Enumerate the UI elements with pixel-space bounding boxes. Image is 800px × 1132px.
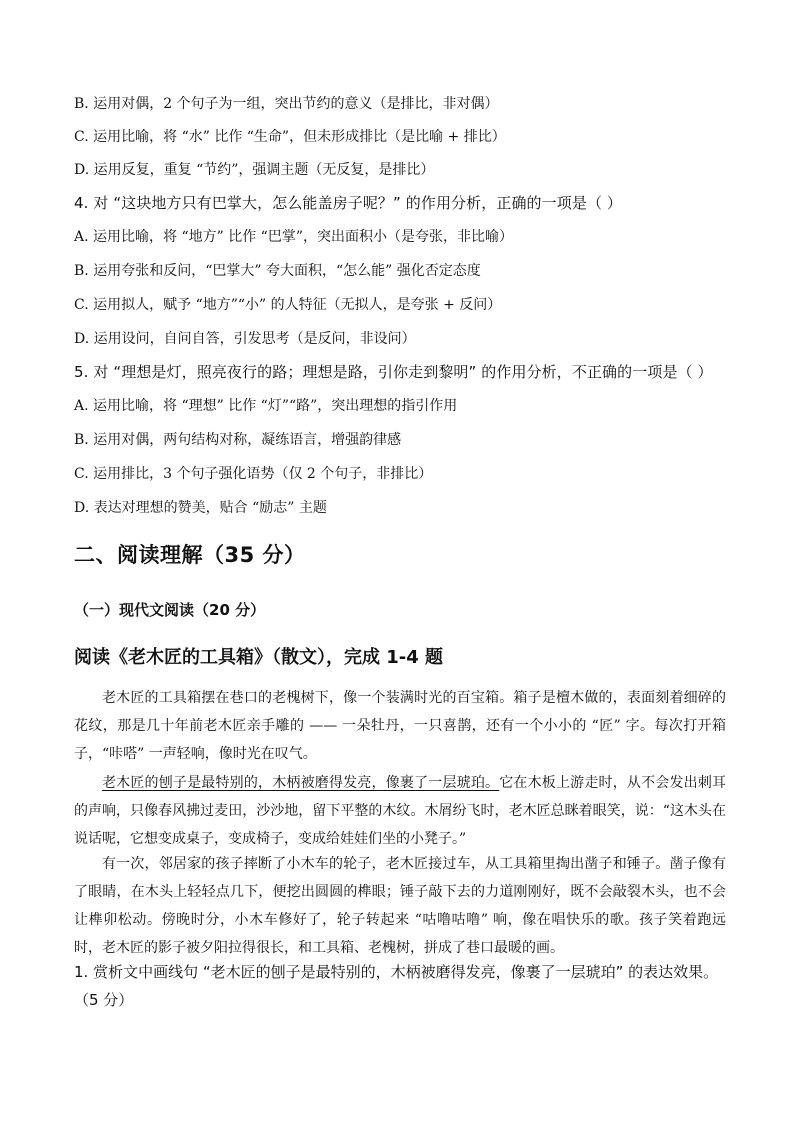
question-5-stem: 5. 对 “理想是灯，照亮夜行的路；理想是路，引你走到黎明” 的作用分析，不正确的一项是（ ）	[74, 363, 713, 381]
question-1	[74, 960, 726, 1012]
q5-choice-d: D. 表达对理想的赞美，贴合 “励志” 主题	[74, 500, 327, 516]
q4-choice-a: A. 运用比喻，将 “地方” 比作 “巴掌”，突出面积小（是夸张，非比喻）	[74, 229, 513, 245]
q4-choice-d: D. 运用设问，自问自答，引发思考（是反问，非设问）	[74, 331, 416, 347]
paragraph-2-rest: 它在木板上游走时，从不会发出刺耳的声响，只像春风拂过麦田，沙沙地，留下平整的木纹。木屑纷飞时，老木匠总眯着眼笑，说：“这木头在说话呢，它想变成桌子，变成椅子，变成给娃娃们坐的小凳子。”	[74, 775, 727, 847]
q4-choice-c: C. 运用拟人，赋予 “地方”“小” 的人特征（无拟人，是夸张 + 反问）	[74, 297, 502, 313]
question-1-score: （5 分）	[74, 991, 134, 1009]
section-two-title: 二、阅读理解（35 分）	[74, 543, 306, 567]
q5-choice-a: A. 运用比喻，将 “理想” 比作 “灯”“路”，突出理想的指引作用	[74, 398, 458, 414]
q4-choice-b: B. 运用夸张和反问，“巴掌大” 夸大面积，“怎么能” 强化否定态度	[74, 263, 481, 279]
article-title: 阅读《老木匠的工具箱》（散文），完成 1-4 题	[74, 647, 444, 668]
q3-choice-d: D. 运用反复，重复 “节约”，强调主题（无反复，是排比）	[74, 162, 435, 178]
article-paragraph-2	[74, 769, 726, 853]
underlined-sentence: 老木匠的刨子是最特别的，木柄被磨得发亮，像裹了一层琥珀。	[102, 775, 500, 791]
article-paragraph-1: 老木匠的工具箱摆在巷口的老槐树下，像一个装满时光的百宝箱。箱子是檀木做的，表面刻着细碎的花纹，那是几十年前老木匠亲手雕的 —— 一朵牡丹，一只喜鹊，还有一个小小的 “匠” 字。每次打开箱子，“咔嗒” 一声轻响，像时光在叹气。	[74, 690, 726, 762]
q5-choice-c: C. 运用排比，3 个句子强化语势（仅 2 个句子，非排比）	[74, 466, 433, 482]
question-4-stem: 4. 对 “这块地方只有巴掌大，怎么能盖房子呢？” 的作用分析，正确的一项是（ ）	[74, 194, 623, 212]
q5-choice-b: B. 运用对偶，两句结构对称，凝练语言，增强韵律感	[74, 432, 402, 448]
article-paragraph-3: 有一次，邻居家的孩子摔断了小木车的轮子，老木匠接过车，从工具箱里掏出凿子和锤子。凿子像有了眼睛，在木头上轻轻点几下，便挖出圆圆的榫眼；锤子敲下去的力道刚刚好，既不会敲裂木头，也不会让榫卯松动。傍晚时分，小木车修好了，轮子转起来 “咕噜咕噜” 响，像在唱快乐的歌。孩子笑着跑远时，老木匠的影子被夕阳拉得很长，和工具箱、老槐树，拼成了巷口最暖的画。	[74, 856, 726, 956]
q3-choice-c: C. 运用比喻，将 “水” 比作 “生命”，但未形成排比（是比喻 + 排比）	[74, 129, 506, 145]
question-1-stem: 1. 赏析文中画线句 “老木匠的刨子是最特别的，木柄被磨得发亮，像裹了一层琥珀” 的表达效果。	[74, 963, 719, 981]
subsection-title: （一）现代文阅读（20 分）	[74, 601, 266, 619]
q3-choice-b: B. 运用对偶，2 个句子为一组，突出节约的意义（是排比，非对偶）	[74, 96, 499, 112]
